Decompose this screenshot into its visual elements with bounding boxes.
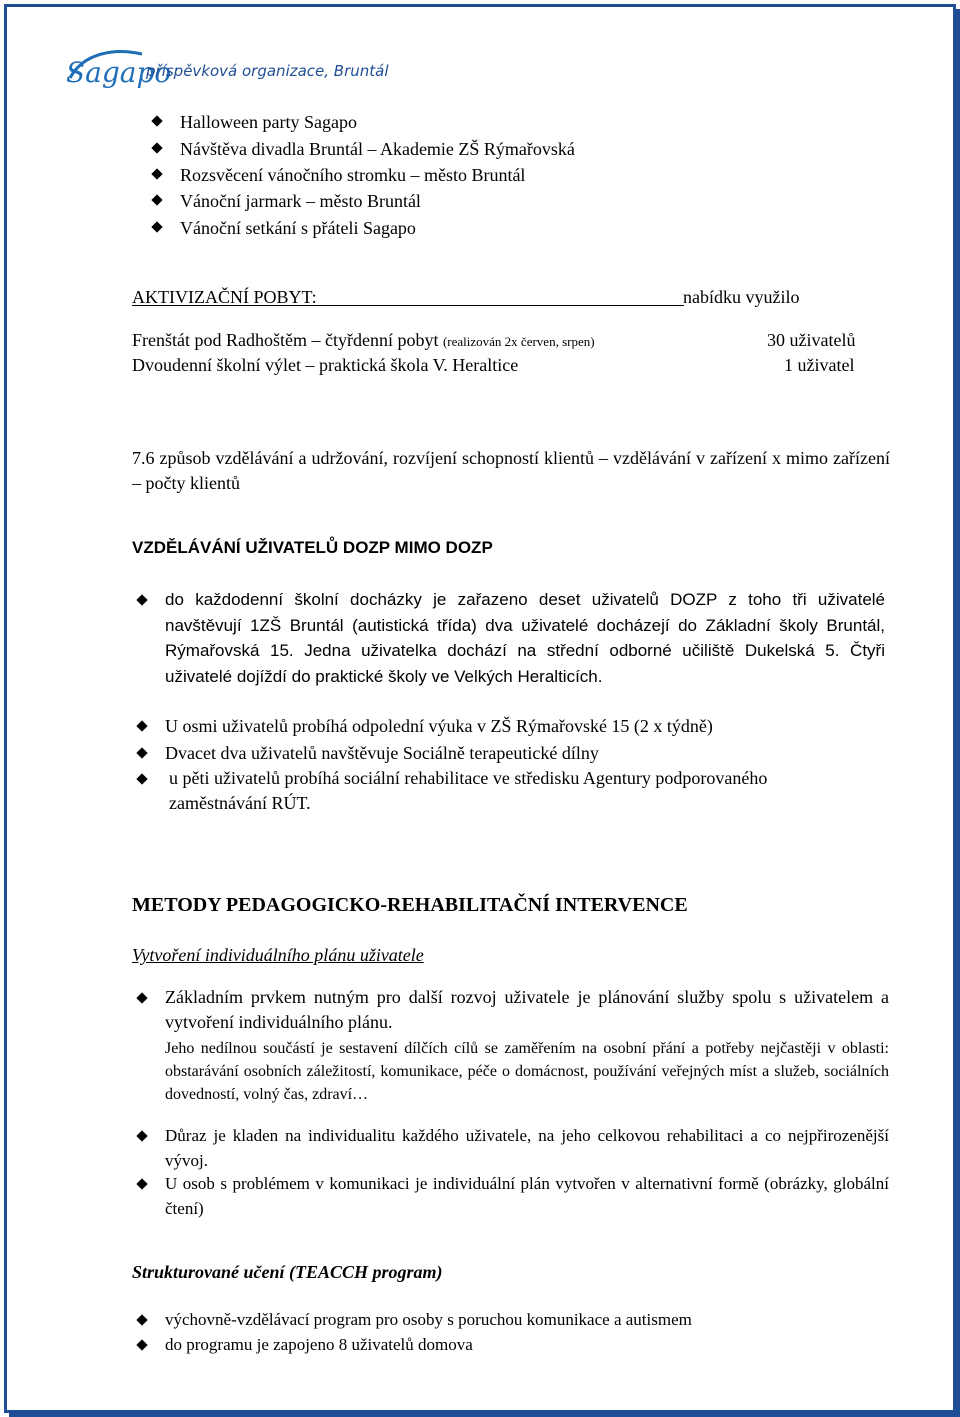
svg-text:Sagapo: Sagapo xyxy=(66,56,172,89)
list-item: u pěti uživatelů probíhá sociální rehabilitace ve středisku Agentury podporovaného zaměstnávání RÚT. xyxy=(169,768,768,813)
subheading-individual-plan: Vytvoření individuálního plánu uživatele xyxy=(132,945,424,965)
stay-count: 30 uživatelů xyxy=(767,330,856,350)
list-item: Návštěva divadla Bruntál – Akademie ZŠ Rýmařovská xyxy=(180,139,575,159)
list-item: Vánoční jarmark – město Bruntál xyxy=(180,191,421,211)
list-item: Důraz je kladen na individualitu každého uživatele, na jeho celkovou rehabilitaci a co nejpřirozenější vývoj. xyxy=(165,1126,889,1170)
list-item-detail: Jeho nedílnou součástí je sestavení dílčích cílů se zaměřením na osobní přání a potřeby nejčastěji v oblasti: obstarávání osobních záležitostí, komunikace, péče o domácnost, používání veřejných míst a služeb, sociálních dovedností, volný čas, zdraví… xyxy=(165,1040,889,1103)
title-underline xyxy=(132,305,684,306)
stay-name: Frenštát pod Radhoštěm – čtyřdenní pobyt xyxy=(132,330,439,350)
list-item: U osob s problémem v komunikaci je individuální plán vytvořen v alternativní formě (obrázky, globální čtení) xyxy=(165,1174,889,1218)
list-item: do každodenní školní docházky je zařazeno deset uživatelů DOZP z toho tři uživatelé navštěvují 1ZŠ Bruntál (autistická třída) dva uživatelé docházejí do Základní školy Bruntál, Rýmařovská 15. Jedna uživatelka dochází na střední odborné učiliště Dukelská 5. Čtyři uživatelé dojíždí do praktické školy ve Velkých Heralticích. xyxy=(165,590,885,686)
list-item: Halloween party Sagapo xyxy=(180,112,357,132)
list-item: Základním prvkem nutným pro další rozvoj uživatele je plánování služby spolu s uživatelem a vytvoření individuálního plánu. xyxy=(165,987,889,1032)
stay-count: 1 uživatel xyxy=(784,355,855,375)
subheading-teacch: Strukturované učení (TEACCH program) xyxy=(132,1262,443,1282)
methods-title: METODY PEDAGOGICKO-REHABILITAČNÍ INTERVENCE xyxy=(132,894,688,916)
list-item: U osmi uživatelů probíhá odpolední výuka v ZŠ Rýmařovské 15 (2 x týdně) xyxy=(165,716,713,736)
list-item: Rozsvěcení vánočního stromku – město Bruntál xyxy=(180,165,526,185)
section-heading-7-6: 7.6 způsob vzdělávání a udržování, rozvíjení schopností klientů – vzdělávání v zařízení x mimo zařízení – počty klientů xyxy=(132,448,890,493)
list-item: výchovně-vzdělávací program pro osoby s poruchou komunikace a autismem xyxy=(165,1310,692,1329)
organization-subtitle: příspěvková organizace, Bruntál xyxy=(146,62,389,80)
sagapo-logo-icon xyxy=(64,44,172,90)
education-title: VZDĚLÁVÁNÍ UŽIVATELŮ DOZP MIMO DOZP xyxy=(132,538,493,557)
list-item: Dvacet dva uživatelů navštěvuje Sociálně terapeutické dílny xyxy=(165,743,599,763)
stay-title: AKTIVIZAČNÍ POBYT: xyxy=(132,287,317,307)
stay-note: (realizován 2x červen, srpen) xyxy=(442,334,595,349)
stay-row xyxy=(132,327,595,355)
list-item: do programu je zapojeno 8 uživatelů domova xyxy=(165,1335,473,1354)
stay-name: Dvoudenní školní výlet – praktická škola V. Heraltice xyxy=(132,355,519,375)
list-item: Vánoční setkání s přáteli Sagapo xyxy=(180,218,416,238)
stay-count-header: nabídku využilo xyxy=(683,287,800,307)
